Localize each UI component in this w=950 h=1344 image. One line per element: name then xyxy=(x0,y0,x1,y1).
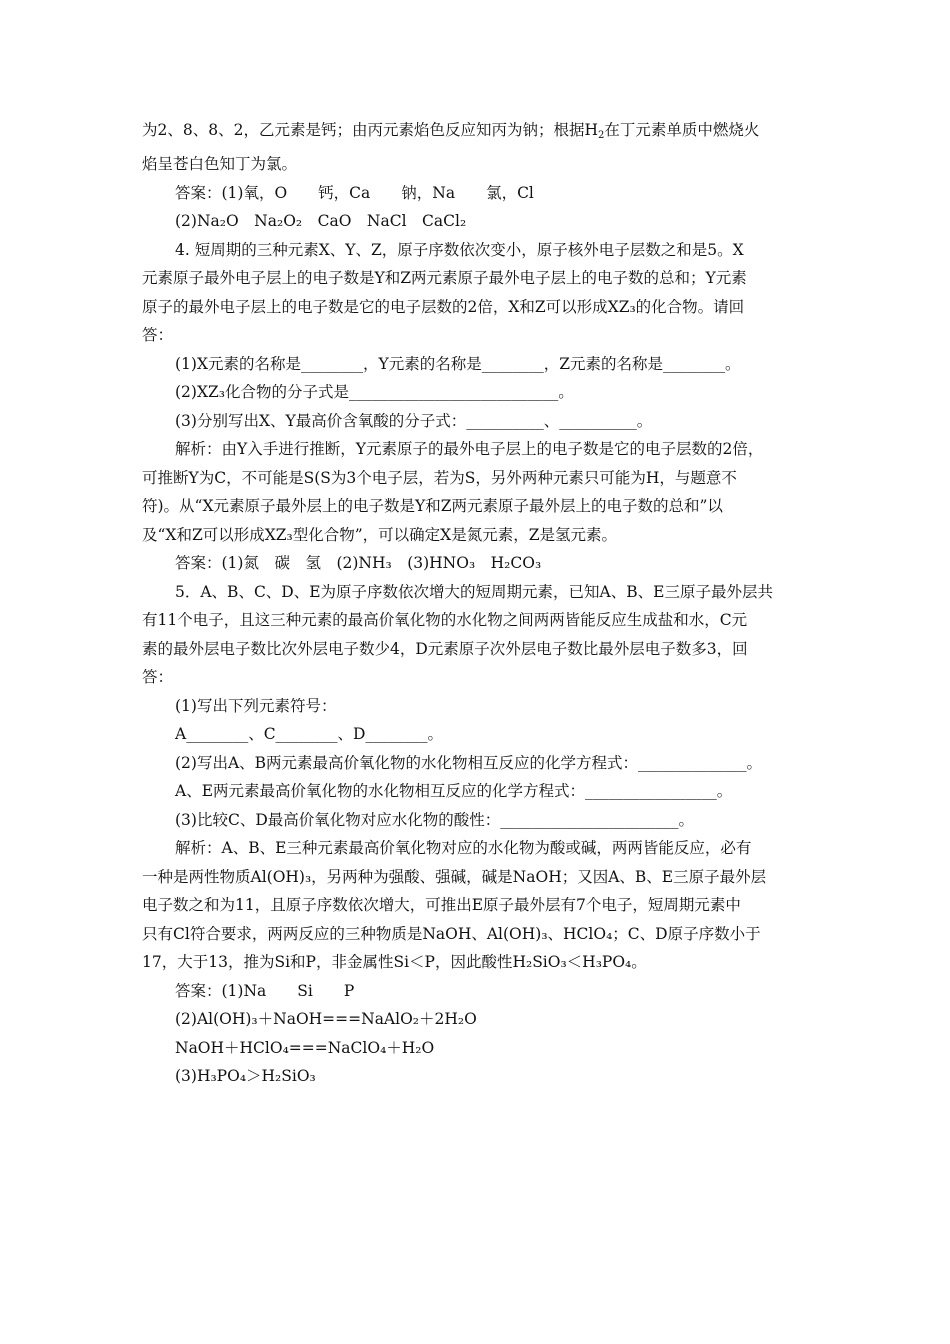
analysis-text: 解析：由Y入手进行推断，Y元素原子的最外电子层上的电子数是它的电子层数的2倍， xyxy=(175,440,764,458)
text-line: 为2、8、8、2，乙元素是钙；由丙元素焰色反应知丙为钠；根据$H_2$在丁元素单质中燃烧火 xyxy=(142,121,760,141)
question-5-text: 有11个电子，且这三种元素的最高价氧化物的水化物之间两两皆能反应生成盐和水，C元 xyxy=(142,611,748,629)
analysis-text: 一种是两性物质Al(OH)₃，另两种为强酸、强碱，碱是NaOH；又因A、B、E三原子最外层 xyxy=(142,868,767,886)
answer-line: (2)Al(OH)₃＋NaOH===NaAlO₂＋2H₂O xyxy=(175,1010,477,1028)
question-5-part: A________、C________、D________。 xyxy=(175,725,443,743)
question-5-part: (3)比较C、D最高价氧化物对应水化物的酸性：_______________________。 xyxy=(175,811,694,829)
analysis-text: 17，大于13，推为Si和P，非金属性Si＜P，因此酸性H₂SiO₃＜H₃PO₄。 xyxy=(142,953,647,971)
analysis-text: 解析：A、B、E三种元素最高价氧化物对应的水化物为酸或碱，两两皆能反应，必有 xyxy=(175,839,752,857)
analysis-text: 只有Cl符合要求，两两反应的三种物质是NaOH、Al(OH)₃、HClO₄；C、D原子序数小于 xyxy=(142,925,761,943)
question-5-text: 素的最外层电子数比次外层电子数少4，D元素原子次外层电子数比最外层电子数多3，回 xyxy=(142,640,748,658)
answer-line: 答案：(1)氧，O 钙，Ca 钠，Na 氯，Cl xyxy=(175,184,534,202)
analysis-text: 及“X和Z可以形成XZ₃型化合物”，可以确定X是氮元素，Z是氢元素。 xyxy=(142,526,617,544)
text-line: 焰呈苍白色知丁为氯。 xyxy=(142,155,298,173)
question-4-text: 答： xyxy=(142,326,174,344)
analysis-text: 符)。从“X元素原子最外层上的电子数是Y和Z两元素原子最外层上的电子数的总和”以 xyxy=(142,497,723,515)
question-5-text: 5．A、B、C、D、E为原子序数依次增大的短周期元素，已知A、B、E三原子最外层共 xyxy=(175,583,773,601)
answer-line: NaOH＋HClO₄===NaClO₄＋H₂O xyxy=(175,1039,435,1057)
question-5-text: 答： xyxy=(142,668,174,686)
question-5-part: A、E两元素最高价氧化物的水化物相互反应的化学方程式：_________________。 xyxy=(175,782,733,800)
question-4-part: (3)分别写出X、Y最高价含氧酸的分子式：__________、__________。 xyxy=(175,412,653,430)
answer-line: (3)H₃PO₄＞H₂SiO₃ xyxy=(175,1067,316,1085)
analysis-text: 可推断Y为C，不可能是S(S为3个电子层，若为S，另外两种元素只可能为H，与题意不 xyxy=(142,469,737,487)
answer-line: 答案：(1)氮 碳 氢 (2)NH₃ (3)HNO₃ H₂CO₃ xyxy=(175,554,542,572)
question-4-text: 4. 短周期的三种元素X、Y、Z，原子序数依次变小，原子核外电子层数之和是5。X xyxy=(175,241,744,259)
question-4-text: 原子的最外电子层上的电子数是它的电子层数的2倍，X和Z可以形成XZ₃的化合物。请回 xyxy=(142,298,745,316)
question-4-part: (2)XZ₃化合物的分子式是___________________________。 xyxy=(175,383,574,401)
answer-line: (2)Na₂O Na₂O₂ CaO NaCl CaCl₂ xyxy=(175,212,467,230)
question-4-text: 元素原子最外电子层上的电子数是Y和Z两元素原子最外电子层上的电子数的总和；Y元素 xyxy=(142,269,747,287)
question-5-part: (1)写出下列元素符号： xyxy=(175,697,337,715)
answer-line: 答案：(1)Na Si P xyxy=(175,982,355,1000)
analysis-text: 电子数之和为11，且原子序数依次增大，可推出E原子最外层有7个电子，短周期元素中 xyxy=(142,896,741,914)
question-4-part: (1)X元素的名称是________，Y元素的名称是________，Z元素的名称是________。 xyxy=(175,355,741,373)
question-5-part: (2)写出A、B两元素最高价氧化物的水化物相互反应的化学方程式：______________。 xyxy=(175,754,763,772)
